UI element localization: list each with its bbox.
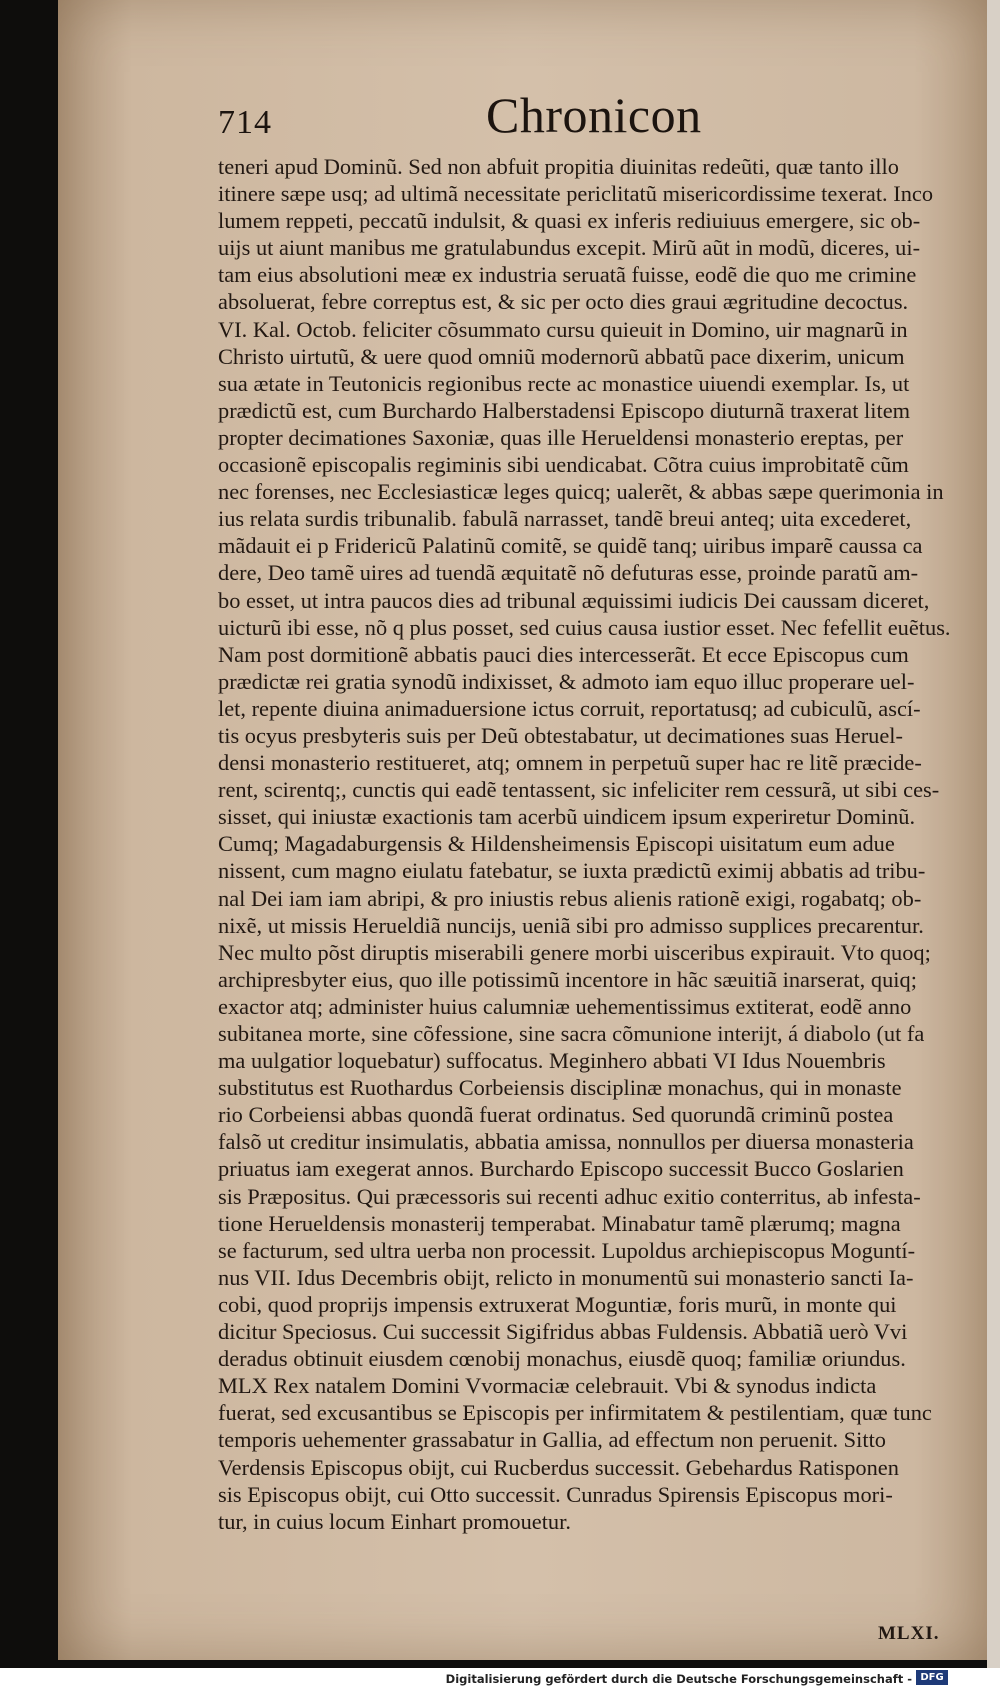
text-line: cobi, quod proprijs impensis extruxerat Moguntiæ, foris murũ, in monte qui [218,1291,897,1317]
text-line: dere, Deo tamẽ uires ad tuendã æquitatẽ nõ defuturas esse, proinde paratũ am- [218,560,919,586]
text-line: tam eius absolutioni meæ ex industria seruatã fuisse, eodẽ die quo me crimine [218,262,917,288]
page-number: 714 [218,104,272,141]
text-line: Cumq; Magadaburgensis & Hildensheimensis Episcopi uisitatum eum adue [218,831,895,857]
text-line: VI. Kal. Octob. feliciter cõsummato cursu quieuit in Domino, uir magnarũ in [218,316,908,342]
text-line: priuatus iam exegerat annos. Burchardo Episcopo successit Bucco Goslarien [218,1156,904,1182]
text-line: rent, scirentq;, cunctis qui eadẽ tentassent, sic infeliciter rem cessurã, ut sibi ces- [218,777,940,803]
catchword: MLXI. [878,1623,940,1644]
text-line: lumem reppeti, peccatũ indulsit, & quasi ex inferis rediuiuus emergere, sic ob- [218,208,921,234]
text-line: deradus obtinuit eiusdem cœnobij monachus, eiusdẽ quoq; familiæ oriundus. [218,1346,906,1372]
text-line: bo esset, ut intra paucos dies ad tribunal æquissimi iudicis Dei caussam diceret, [218,587,930,613]
text-line: subitanea morte, sine cõfessione, sine sacra cõmunione interijt, á diabolo (ut fa [218,1021,925,1046]
text-line: MLX Rex natalem Domini Vvormaciæ celebrauit. Vbi & synodus indicta [218,1373,877,1399]
text-line: tione Herueldensis monasterij temperabat. Minabatur tamẽ plærumq; magna [218,1210,901,1236]
text-line: Christo uirtutũ, & uere quod omniũ modernorũ abbatũ pace dixerim, unicum [218,343,905,369]
text-line: sis Præpositus. Qui præcessoris sui recenti adhuc exitio conterritus, ab infesta- [218,1183,921,1209]
text-line: archipresbyter eius, quo ille potissimũ incentore in hãc sæuitiã inarserat, quiq; [218,966,917,992]
text-line: sisset, qui iniustæ exactionis tam acerbũ uindicem ipsum experiretur Dominũ. [218,804,916,830]
text-line: densi monasterio restitueret, atq; omnem in perpetuũ super hac re litẽ præcide- [218,750,922,776]
text-line: teneri apud Dominũ. Sed non abfuit propitia diuinitas redeũti, quæ tanto illo [218,154,899,179]
text-line: rio Corbeiensi abbas quondã fuerat ordinatus. Sed quorundã criminũ postea [218,1102,894,1128]
text-line: substitutus est Ruothardus Corbeiensis disciplinæ monachus, qui in monaste [218,1075,902,1101]
text-line: exactor atq; administer huius calumniæ uehementissimus extiterat, eodẽ anno [218,993,912,1019]
text-line: prædictũ est, cum Burchardo Halberstadensi Episcopo diuturnã traxerat litem [218,397,911,423]
text-line: nal Dei iam iam abripi, & pro iniustis rebus alienis rationẽ exigi, rogabatq; ob- [218,885,922,911]
text-line: sua ætate in Teutonicis regionibus recte ac monastice uiuendi exemplar. Is, ut [218,370,910,396]
text-line: temporis uehementer grassabatur in Gallia, ad effectum non peruenit. Sitto [218,1427,886,1453]
text-line: ius relata surdis tribunalib. fabulã narrasset, tandẽ breui anteq; uita excederet, [218,506,912,532]
text-line: Nam post dormitionẽ abbatis pauci dies intercesserãt. Et ecce Episcopus cum [218,641,909,667]
text-line: let, repente diuina animaduersione ictus corruit, reportatusq; ad cubiculũ, ascí- [218,695,921,721]
funding-note: Digitalisierung gefördert durch die Deutsche Forschungsgemeinschaft - [445,1672,912,1686]
text-line: sis Episcopus obijt, cui Otto successit. Cunradus Spirensis Episcopus mori- [218,1481,893,1507]
text-line: uijs ut aiunt manibus me gratulabundus excepit. Mirũ aũt in modũ, diceres, ui- [218,235,921,261]
text-line: propter decimationes Saxoniæ, quas ille Herueldensi monasterio ereptas, per [218,424,904,450]
text-line: Verdensis Episcopus obijt, cui Rucberdus successit. Gebehardus Ratisponen [218,1454,899,1480]
text-line: absoluerat, febre correptus est, & sic per octo dies graui ægritudine decoctus. [218,289,909,315]
text-line: nissent, cum magno eiulatu fatebatur, se iuxta prædictũ eximij abbatis ad tribu- [218,858,926,884]
text-line: se facturum, sed ultra uerba non processit. Lupoldus archiepiscopus Moguntí- [218,1237,916,1263]
page-header [218,87,878,150]
dfg-logo: DFG [916,1670,948,1685]
text-line: mãdauit ei p Fridericũ Palatinũ comitẽ, se quidẽ tanq; uiribus imparẽ caussa ca [218,533,923,559]
text-line: tis ocyus presbyteris suis per Deũ obtestabatur, ut decimationes suas Heruel- [218,722,903,748]
running-title: Chronicon [486,87,702,143]
text-line: itinere sæpe usq; ad ultimã necessitate periclitatũ misericordissime texerat. Inco [218,181,934,207]
text-line: Nec multo põst diruptis miserabili genere morbi uisceribus expirauit. Vto quoq; [218,939,931,965]
text-line: prædictæ rei gratia synodũ indixisset, & admoto iam equo illuc properare uel- [218,668,915,694]
text-line: dicitur Speciosus. Cui successit Sigifridus abbas Fuldensis. Abbatiã uerò Vvi [218,1319,908,1345]
text-line: tur, in cuius locum Einhart promouetur. [218,1508,571,1534]
text-line: ma uulgatior loquebatur) suffocatus. Meginhero abbati VI Idus Nouembris [218,1048,886,1074]
text-line: fuerat, sed excusantibus se Episcopis per infirmitatem & pestilentiam, quæ tunc [218,1400,932,1426]
text-line: nec forenses, nec Ecclesiasticæ leges quicq; ualerẽt, & abbas sæpe querimonia in [218,479,944,505]
text-line: occasionẽ episcopalis regiminis sibi uendicabat. Cõtra cuius improbitatẽ cũm [218,452,909,478]
text-line: nus VII. Idus Decembris obijt, relicto in monumentũ sui monasterio sancti Ia- [218,1264,914,1290]
body-text [218,153,968,1535]
text-line: falsõ ut creditur insimulatis, abbatia amissa, nonnullos per diuersa monasteria [218,1129,914,1155]
page-edge [987,0,1000,1668]
text-line: uicturũ ibi esse, nõ q plus posset, sed cuius causa iustior esset. Nec fefellit euẽtus. [218,614,951,640]
text-line: nixẽ, ut missis Herueldiã nuncijs, ueniã sibi pro admisso supplices precarentur. [218,912,924,938]
